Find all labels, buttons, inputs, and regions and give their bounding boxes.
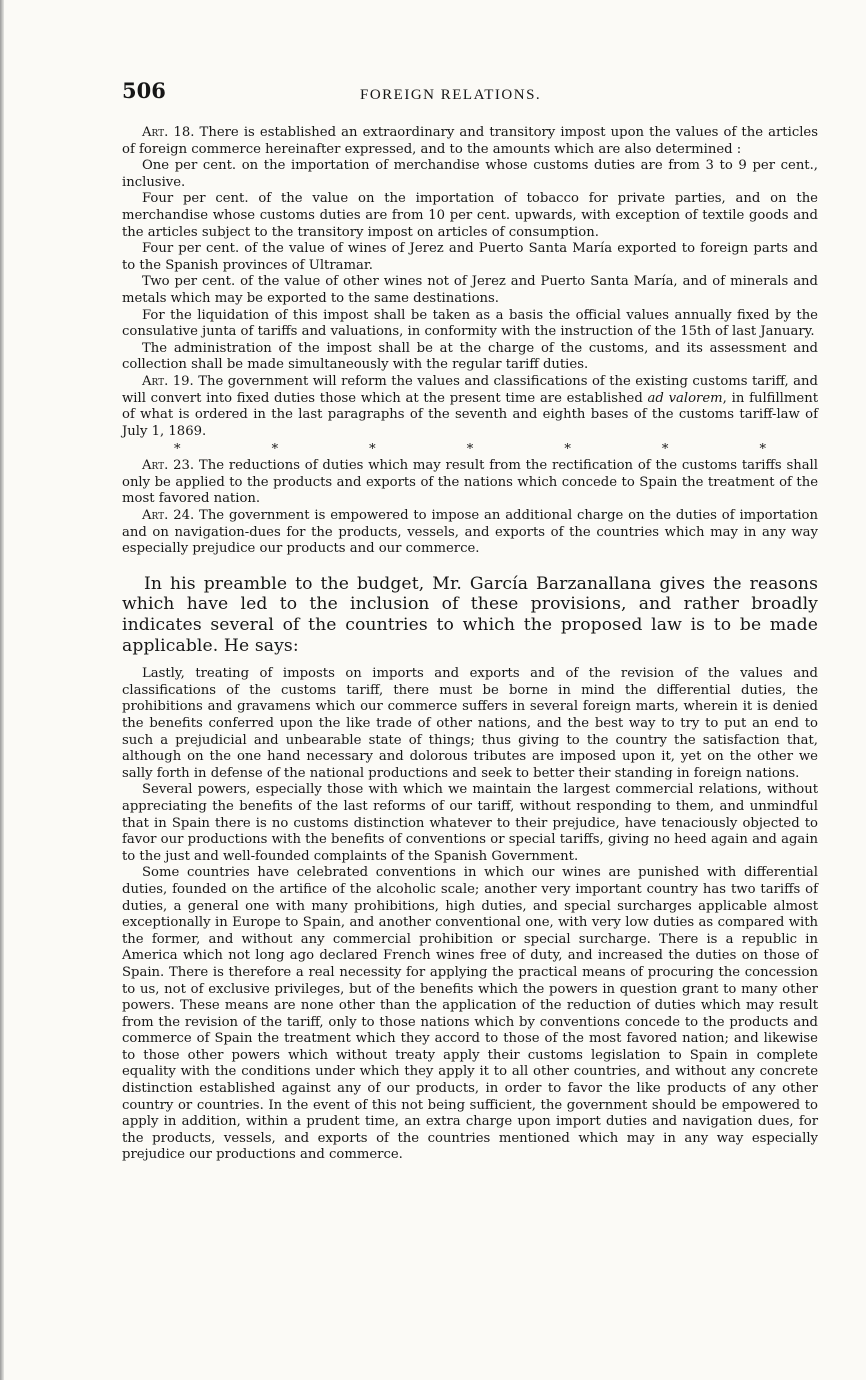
commentary-paragraph: In his preamble to the budget, Mr. García Barzanallana gives the reasons which have led to the inclusion of these provisions, and rather broadly indicates several of the countries to which the proposed law is to be made applicable. He says: [122, 573, 818, 656]
article-label: Art. 18. [142, 125, 195, 140]
paragraph-four-per-cent-tobacco: Four per cent. of the value on the importation of tobacco for private parties, and on the merchandise whose customs duties are from 10 per cent. upwards, with exception of textile goods and the articles subject to the transitory impost on articles of consumption. [122, 191, 818, 240]
asterisk: * [466, 442, 474, 458]
paragraph-four-per-cent-wines: Four per cent. of the value of wines of Jerez and Puerto Santa María exported to foreign parts and to the Spanish provinces of Ultramar. [122, 241, 818, 273]
paragraph-administration: The administration of the impost shall be at the charge of the customs, and its assessment and collection shall be made simultaneously with the regular tariff duties. [122, 340, 818, 373]
article-label: Art. 19. [142, 373, 194, 389]
articles-block [122, 125, 818, 558]
article-24 [122, 508, 818, 558]
quotation-paragraph-2: Several powers, especially those with which we maintain the largest commercial relations, without appreciating the benefits of the last reforms of our tariff, without responding to them, and unmindful that in Spain there is no customs distinction whatever to their prejudice, have tenaciously objected to favor our productions with the benefits of conventions or special tariffs, giving no heed again and again to the just and well-founded complaints of the Spanish Government. [122, 782, 818, 864]
omission-asterisks [122, 442, 818, 458]
section-title: FOREIGN RELATIONS. [360, 87, 542, 103]
article-text: There is established an extraordinary and transitory impost upon the values of the articles of foreign commerce hereinafter expressed, and to the amounts which are also determined : [122, 125, 818, 157]
page-number: 506 [122, 78, 166, 103]
paragraph-liquidation: For the liquidation of this impost shall be taken as a basis the official values annually fixed by the consulative junta of tariffs and valuations, in conformity with the instruction of the 15th of last January. [122, 307, 818, 340]
asterisk: * [661, 442, 669, 458]
page-binding-edge [0, 0, 4, 1380]
article-label: Art. 24. [142, 508, 195, 524]
asterisk: * [564, 442, 571, 458]
article-text: The government will reform the values and classifications of the existing customs tariff, and will convert into fixed duties those which at the present time are established [122, 373, 818, 406]
running-head [122, 78, 818, 112]
article-text: , in fulfillment of what is ordered in the last paragraphs of the seventh and eighth bases of the customs tariff-law of July 1, 1869. [122, 390, 818, 439]
asterisk: * [271, 442, 279, 458]
article-label: Art. 23. [142, 458, 195, 474]
italic-term: ad valorem [647, 390, 723, 406]
article-23 [122, 458, 818, 508]
article-19 [122, 374, 818, 440]
paragraph-one-per-cent: One per cent. on the importation of merchandise whose customs duties are from 3 to 9 per cent., inclusive. [122, 158, 818, 190]
asterisk: * [759, 442, 766, 458]
paragraph-two-per-cent-wines: Two per cent. of the value of other wines not of Jerez and Puerto Santa María, and of minerals and metals which may be exported to the same destinations. [122, 274, 818, 306]
quotation-block [122, 666, 818, 1164]
asterisk: * [174, 442, 181, 458]
article-18 [122, 125, 818, 158]
quotation-paragraph-3: Some countries have celebrated conventions in which our wines are punished with differential duties, founded on the artifice of the alcoholic scale; another very important country has two tariffs of duties, a general one with many prohibitions, high duties, and special surcharges applicable almost exceptionally in Europe to Spain, and another conventional one, with very low duties as compared with the former, and without any commercial prohibition or special surcharge. There is a republic in America which not long ago declared French wines free of duty, and increased the duties on those of Spain. There is therefore a real necessity for applying the practical means of procuring the concession to us, not of exclusive privileges, but of the benefits which the powers in question grant to many other powers. These means are none other than the application of the reduction of duties which may result from the revision of the tariff, only to those nations which by conventions concede to the products and commerce of Spain the treatment which they accord to those of the most favored nation; and likewise to those other powers which without treaty apply their customs legislation to Spain in complete equality with the conditions under which they apply it to all other countries, and without any concrete distinction established against any of our products, in order to favor the like products of any other country or countries. In the event of this not being sufficient, the government should be empowered to apply in addition, within a prudent time, an extra charge upon import duties and navigation dues, for the products, vessels, and exports of the countries mentioned which may in any way especially prejudice our productions and commerce. [122, 865, 818, 1163]
commentary-block [122, 574, 818, 656]
article-text: The reductions of duties which may result from the rectification of the customs tariffs shall only be applied to the products and exports of the nations which concede to Spain the treatment of the most favored nation. [122, 458, 818, 507]
quotation-paragraph-1: Lastly, treating of imposts on imports and exports and of the revision of the values and classifications of the customs tariff, there must be borne in mind the differential duties, the prohibitions and gravamens which our commerce suffers in several foreign marts, wherein it is denied the benefits conferred upon the like trade of other nations, and the best way to try to put an end to such a prejudicial and unbearable state of things; thus giving to the country the satisfaction that, although on the one hand necessary and dolorous tributes are imposed upon it, yet on the other we sally forth in defense of the national productions and seek to better their standing in foreign nations. [122, 666, 818, 781]
document-page [122, 78, 818, 1164]
article-text: The government is empowered to impose an additional charge on the duties of importation and on navigation-dues for the products, vessels, and exports of the countries which may in any way especially prejudice our products and our commerce. [122, 508, 818, 557]
asterisk: * [369, 442, 376, 458]
